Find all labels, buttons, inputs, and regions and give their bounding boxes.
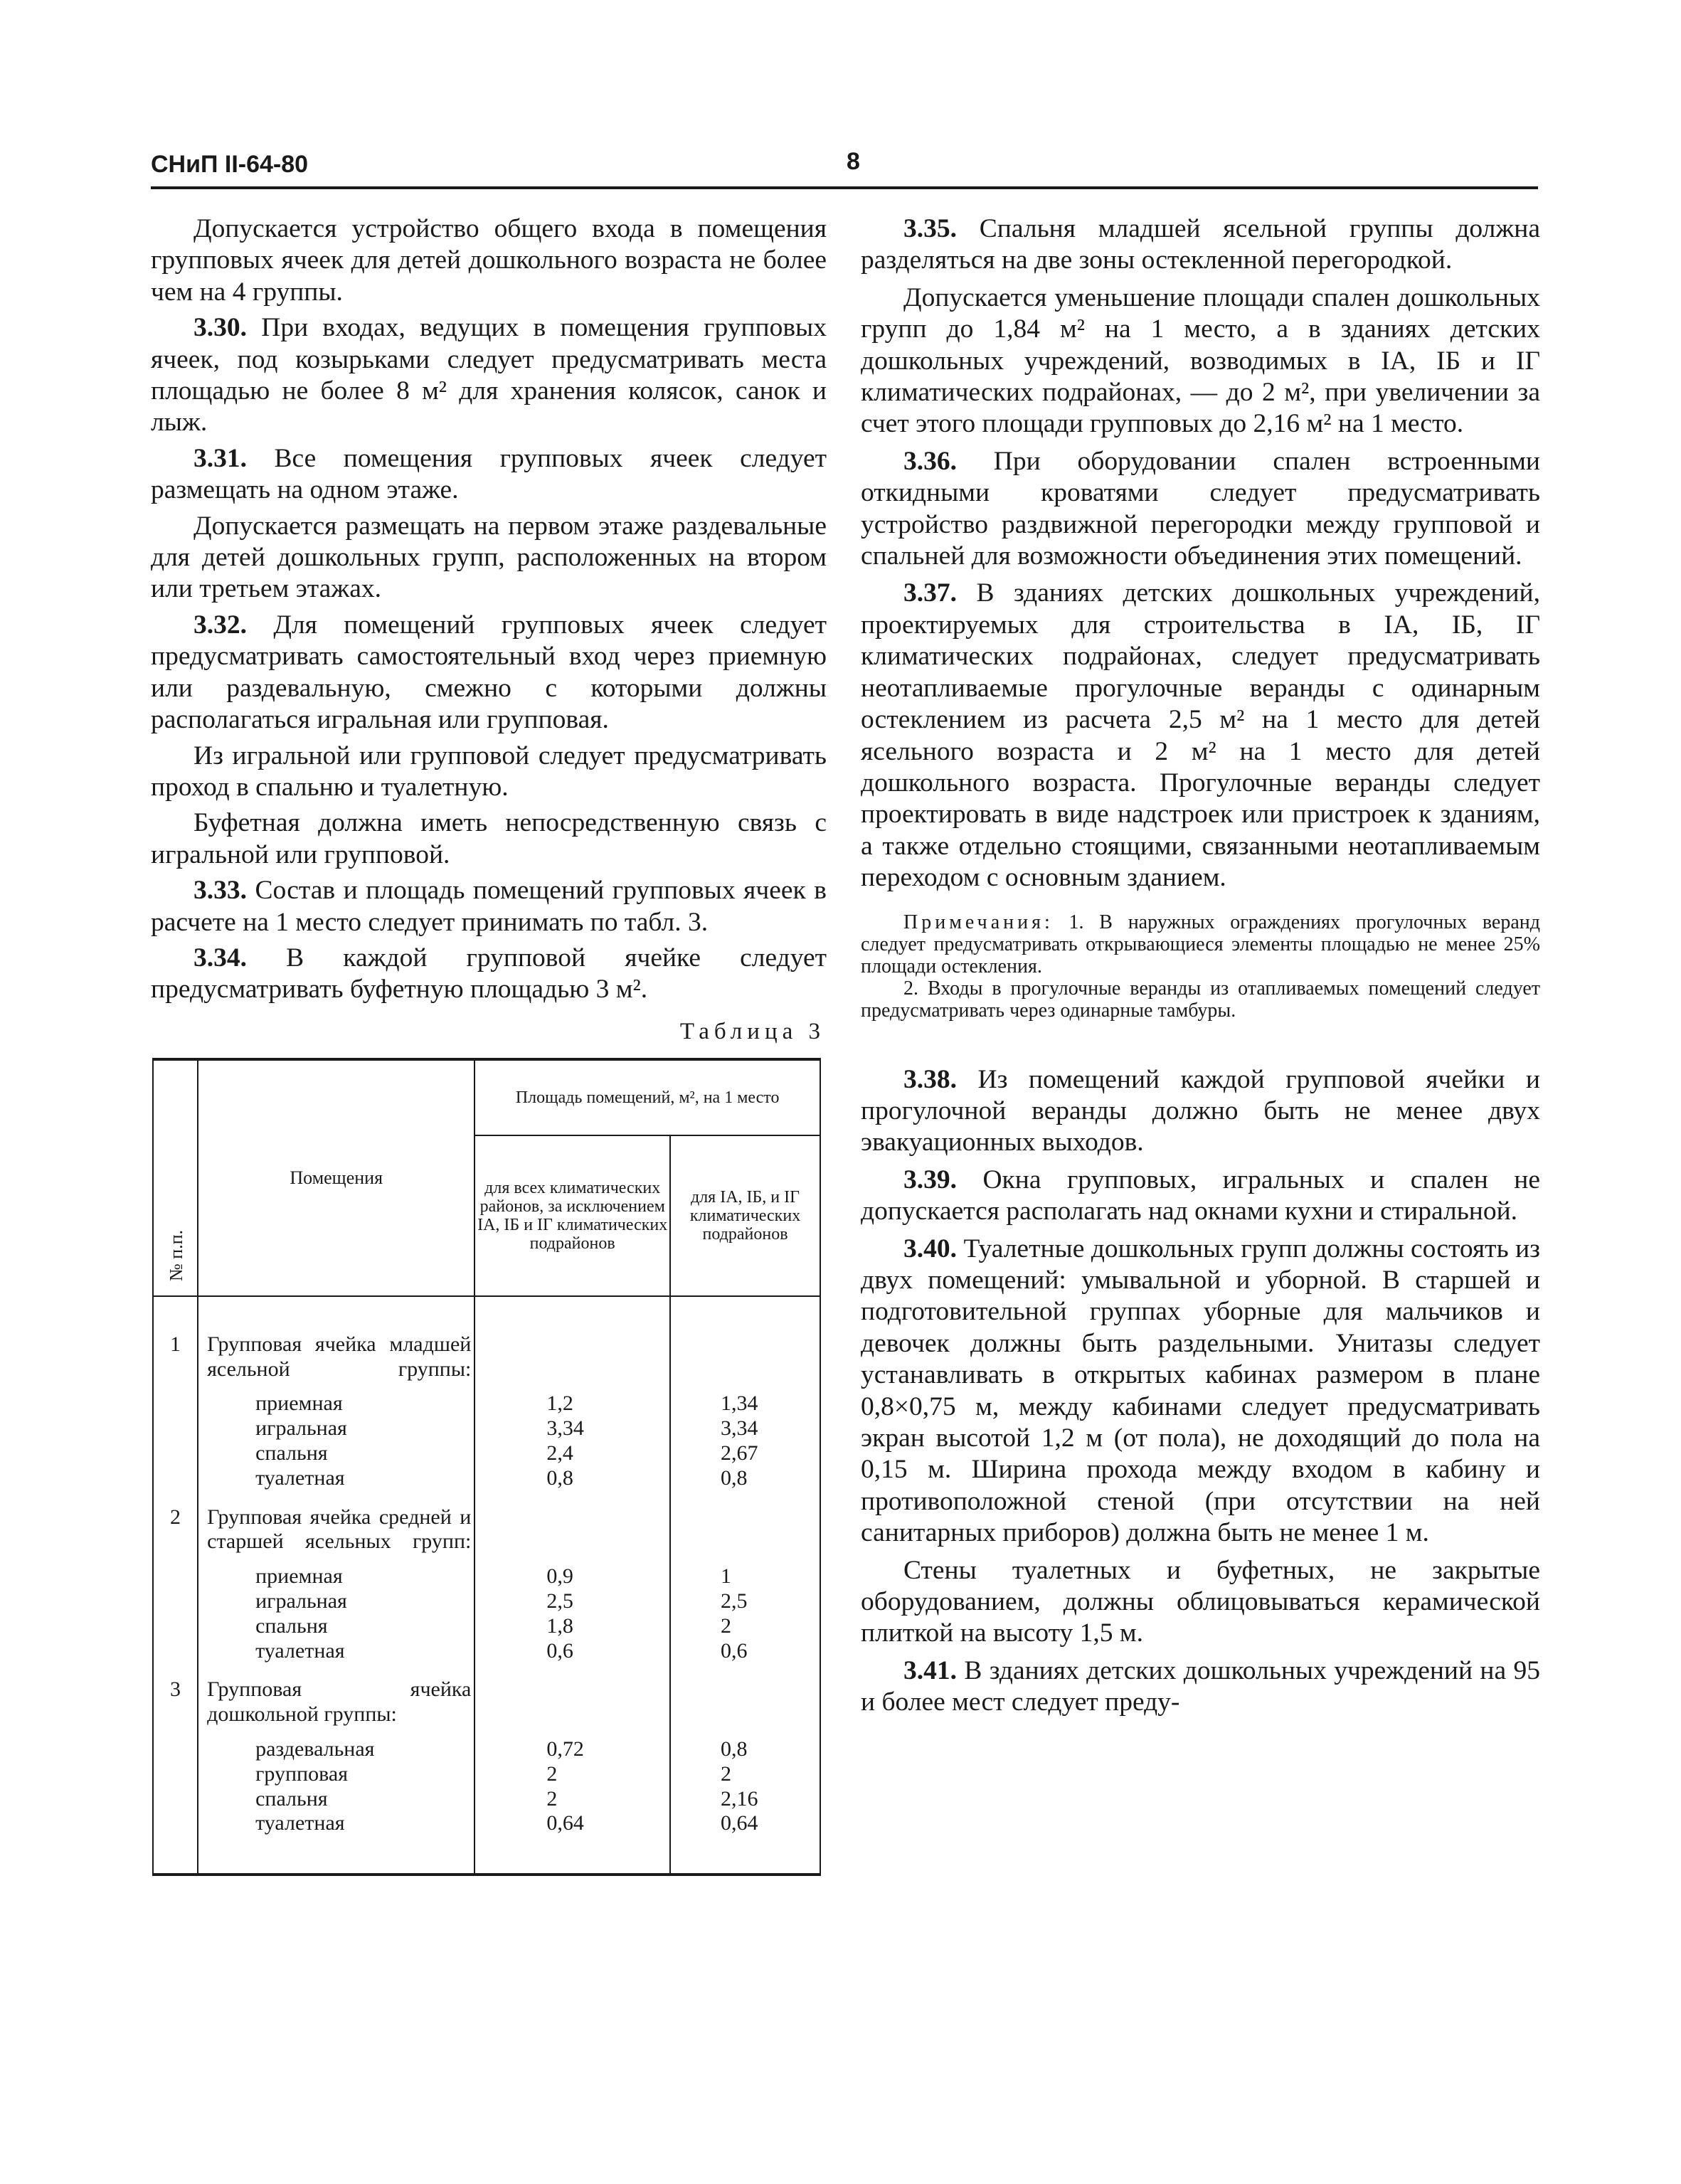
clause-number: 3.34.: [193, 943, 247, 972]
paragraph: Допускается уменьшение площади спален дошкольных групп до 1,84 м² на 1 место, а в зданиях детских дошкольных учреждений, возводимых в IA, IБ и IГ климатических подрайонах, — до 2 м², при увеличении за счет этого площади групповых до 2,16 м² на 1 место.: [861, 282, 1540, 439]
clause-text: Спальня младшей ясельной группы должна разделяться на две зоны остекленной перегородкой.: [861, 214, 1541, 275]
clause-text: В зданиях детских дошкольных учреждений на 95 и более мест следует преду-: [861, 1655, 1541, 1717]
note-text: 1. В наружных ограждениях прогулочных веранд следует предусматривать открывающиеся элементы площадью не менее 25% площади остекления.: [861, 911, 1541, 977]
paragraph: Допускается размещать на первом этаже раздевальные для детей дошкольных групп, расположенных на втором или третьем этажах.: [151, 511, 827, 604]
table-row: игральная 3,34 3,34: [153, 1416, 820, 1441]
clause-number: 3.36.: [903, 446, 957, 476]
clause-text: Из помещений каждой групповой ячейки и прогулочной веранды должно быть не менее двух эвакуационных выходов.: [861, 1064, 1541, 1157]
clause-3-34: [151, 943, 827, 1006]
table-group-row: [153, 1677, 820, 1737]
table-row: игральная 2,5 2,5: [153, 1589, 820, 1614]
clause-3-40: [861, 1234, 1540, 1549]
clause-text: Туалетные дошкольных групп должны состоять из двух помещений: умывальной и уборной. В старшей и подготовительной группах уборные для мальчиков и девочек должны быть раздельными. Унитазы следует устанавливать в открытых кабинах размером в плане 0,8×0,75 м, между кабинами следует предусматривать экран высотой 1,2 м (от пола), не доходящий до пола на 0,15 м. Ширина прохода между входом в кабину и противоположной стеной (при отсутствии на ней санитарных приборов) должна быть не менее 1 м.: [861, 1234, 1540, 1548]
notes-label: Примечания:: [903, 911, 1054, 933]
group-name: Групповая ячейка дошкольной группы:: [198, 1677, 474, 1737]
table-row: спальня 2 2,16: [153, 1787, 820, 1812]
table-group-row: [153, 1505, 820, 1565]
table-3: [152, 1058, 821, 1876]
note-1: [861, 911, 1540, 977]
clause-number: 3.32.: [193, 610, 247, 640]
table-row: спальня 1,8 2: [153, 1614, 820, 1639]
clause-3-30: [151, 312, 827, 439]
clause-3-38: [861, 1064, 1540, 1159]
clause-text: При оборудовании спален встроенными откидными кроватями следует предусматривать устройство раздвижной перегородки между групповой и спальней для возможности объединения этих помещений.: [861, 446, 1540, 571]
table-row: приемная 1,2 1,34: [153, 1391, 820, 1416]
column-header-number: № п.п.: [153, 1059, 198, 1296]
paragraph: Допускается устройство общего входа в помещения групповых ячеек для детей дошкольного возраста не более чем на 4 группы.: [151, 214, 827, 307]
table-row: приемная 0,9 1: [153, 1564, 820, 1589]
group-name: Групповая ячейка средней и старшей ясельных групп:: [198, 1505, 474, 1565]
page-header: [151, 147, 1538, 189]
column-header-ia-ib-ig: для IA, IБ, и IГ климатических подрайонов: [670, 1135, 820, 1296]
clause-number: 3.40.: [903, 1234, 957, 1263]
clause-3-36: [861, 446, 1540, 573]
clause-3-39: [861, 1165, 1540, 1228]
notes-block: [861, 911, 1540, 1022]
clause-text: Окна групповых, игральных и спален не допускается располагать над окнами кухни и стиральной.: [861, 1165, 1540, 1226]
table-row: туалетная 0,8 0,8: [153, 1466, 820, 1505]
group-name: Групповая ячейка младшей ясельной группы:: [198, 1296, 474, 1392]
group-number: 2: [153, 1505, 198, 1565]
table-row: групповая 2 2: [153, 1762, 820, 1787]
clause-number: 3.35.: [903, 214, 957, 243]
paragraph: Стены туалетных и буфетных, не закрытые оборудованием, должны облицовываться керамической плиткой на высоту 1,5 м.: [861, 1555, 1540, 1648]
paragraph: Буфетная должна иметь непосредственную связь с игральной или групповой.: [151, 808, 827, 869]
left-column: [151, 213, 827, 1876]
table-row: спальня 2,4 2,67: [153, 1441, 820, 1466]
clause-number: 3.31.: [193, 443, 247, 473]
clause-text: В каждой групповой ячейке следует предусматривать буфетную площадью 3 м².: [151, 943, 827, 1004]
clause-text: Все помещения групповых ячеек следует размещать на одном этаже.: [151, 443, 827, 505]
clause-3-32: [151, 610, 827, 736]
table-row: раздевальная 0,72 0,8: [153, 1737, 820, 1762]
table-row: туалетная 0,64 0,64: [153, 1811, 820, 1875]
table-caption: Таблица 3: [679, 1018, 825, 1044]
clause-number: 3.30.: [193, 313, 247, 343]
clause-text: При входах, ведущих в помещения групповых ячеек, под козырьками следует предусматривать места площадью не более 8 м² для хранения колясок, санок и лыж.: [151, 313, 827, 438]
column-header-rooms: Помещения: [198, 1059, 474, 1296]
document-code: СНиП II-64-80: [151, 151, 309, 178]
column-header-area: Площадь помещений, м², на 1 место: [474, 1059, 820, 1135]
group-number: 3: [153, 1677, 198, 1737]
clause-text: В зданиях детских дошкольных учреждений, проектируемых для строительства в IA, IБ, IГ климатических подрайонах, следует предусматривать неотапливаемые прогулочные веранды с одинарным остеклением из расчета 2,5 м² на 1 место для детей ясельного возраста и 2 м² на 1 место для детей дошкольного возраста. Прогулочные веранды следует проектировать в виде надстроек или пристроек к зданиям, а также отдельно стоящими, связанными неотапливаемым переходом с основным зданием.: [861, 578, 1540, 893]
clause-text: Состав и площадь помещений групповых ячеек в расчете на 1 место следует принимать по табл. 3.: [151, 876, 827, 937]
table-row: туалетная 0,6 0,6: [153, 1639, 820, 1678]
clause-3-35: [861, 213, 1540, 277]
clause-3-41: [861, 1655, 1540, 1719]
clause-number: 3.37.: [903, 578, 957, 608]
clause-number: 3.38.: [903, 1064, 957, 1094]
note-2: 2. Входы в прогулочные веранды из отапливаемых помещений следует предусматривать через одинарные тамбуры.: [861, 977, 1540, 1022]
clause-text: Для помещений групповых ячеек следует предусматривать самостоятельный вход через приемную или раздевальную, смежно с которыми должны располагаться игральная или групповая.: [151, 610, 827, 735]
clause-3-31: [151, 443, 827, 507]
column-header-all-regions: для всех климатических районов, за исключением IA, IБ и IГ климатических подрайонов: [474, 1135, 670, 1296]
clause-number: 3.41.: [903, 1655, 957, 1685]
clause-number: 3.39.: [903, 1165, 957, 1194]
clause-number: 3.33.: [193, 876, 247, 906]
table-group-row: [153, 1296, 820, 1392]
clause-3-33: [151, 875, 827, 938]
group-number: 1: [153, 1296, 198, 1392]
paragraph: Из игральной или групповой следует предусматривать проход в спальню и туалетную.: [151, 741, 827, 802]
right-column: [861, 213, 1540, 1719]
page-number: 8: [847, 148, 860, 175]
clause-3-37: [861, 578, 1540, 894]
